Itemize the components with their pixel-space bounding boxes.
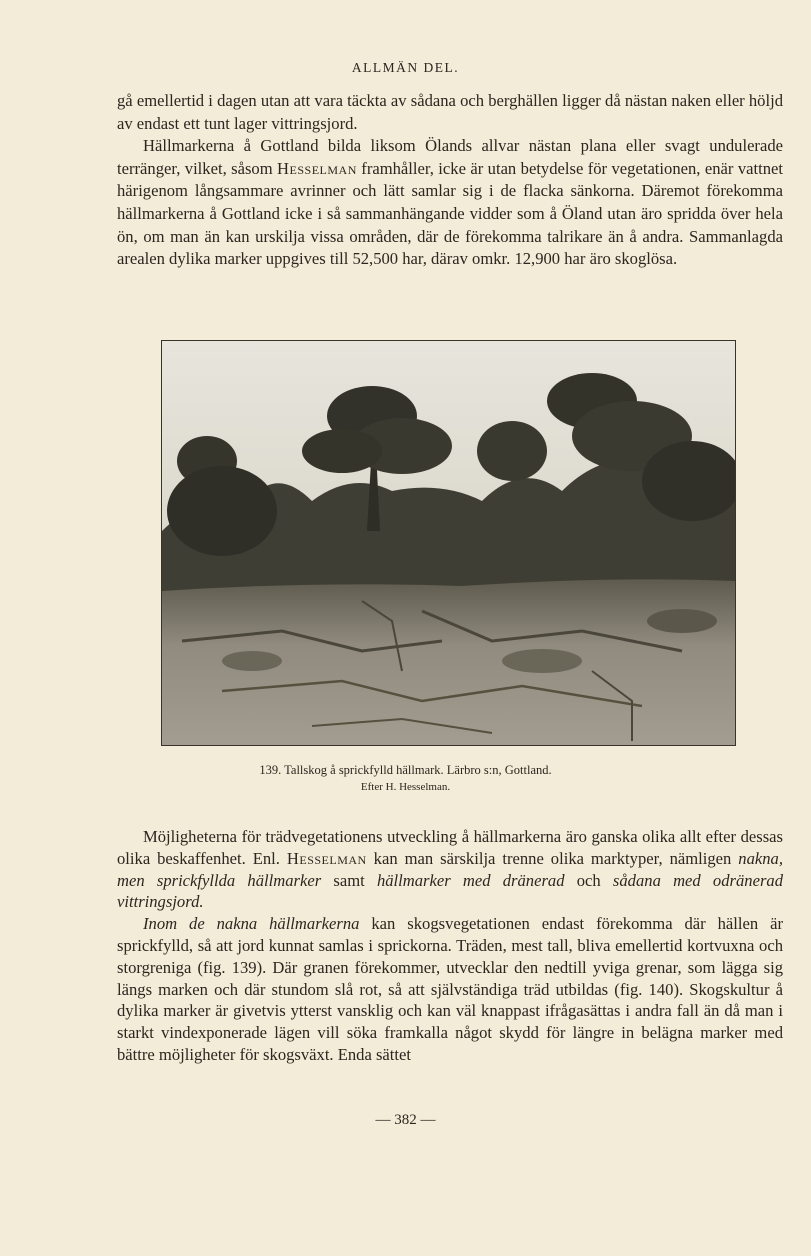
figure-caption: 139. Tallskog å sprickfylld hällmark. Lärbro s:n, Gottland. [259,763,552,777]
paragraph-3: Möjligheterna för trädvegetationens utveckling å hällmarkerna äro ganska olika allt efter dessas olika beskaffenhet. Enl. Hesselman kan man särskilja trenne olika marktyper, nämligen nakna, men sprickfyllda hällmarker samt hällmarker med dränerad och sådana med odränerad vittringsjord. [117,827,783,912]
running-head: ALLMÄN DEL. [351,60,460,75]
paragraph-2: Hällmarkerna å Gottland bilda liksom Ölands allvar nästan plana eller svagt undulerade terränger, vilket, såsom Hesselman framhåller, icke är utan betydelse för vegetationen, enär vattnet härigenom långsammare avrinner och lätt samlar sig i de flacka sänkorna. Däremot förekomma hällmarkerna å Gottland icke i så sammanhängande vidder som å Öland utan äro spridda över hela ön, om man än kan urskilja vissa områden, där de förekomma talrikare än å andra. Sammanlagda arealen dylika marker uppgives till 52,500 har, därav omkr. 12,900 har äro skoglösa. [117,136,783,269]
author-name: Hesselman [286,848,367,868]
figure-credit: Efter H. Hesselman. [360,781,451,793]
upper-text-block [117,90,783,271]
lower-text-block [117,826,783,1066]
photo-figure-139 [161,340,736,746]
author-name: Hesselman [277,158,357,178]
page-number: — 382 — [375,1112,436,1128]
paragraph-4: Inom de nakna hällmarkerna kan skogsvegetationen endast förekomma där hällen är sprickfylld, så att jord kunnat samlas i sprickorna. Träden, mest tall, bliva emellertid kortvuxna och storgreniga (fig. 139). Där granen förekommer, utvecklar den nedtill yviga grenar, som lägga sig längs marken och där stundom slå rot, så att självständiga träd utbildas (fig. 140). Skogskultur å dylika marker är givetvis ytterst vansklig och kan väl knappast ifrågasättas i andra fall än då man i starkt vindexponerade lägen vill söka framkalla något skydd för längre in belägna marker med bättre möjligheter för skogsväxt. Enda sättet [117,914,783,1064]
landscape-photo [162,341,735,745]
paragraph-1: gå emellertid i dagen utan att vara täckta av sådana och berghällen ligger då nästan naken eller höljd av endast ett tunt lager vittringsjord. [117,91,783,133]
